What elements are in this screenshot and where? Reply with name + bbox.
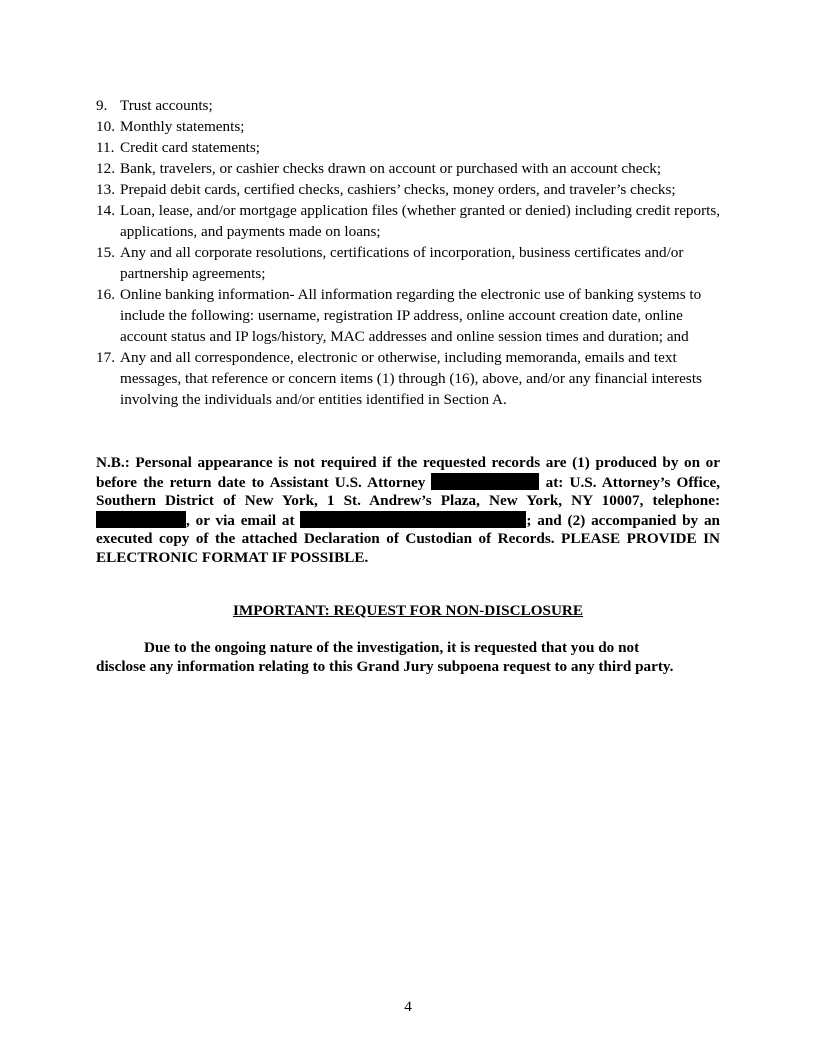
list-item-number: 16. <box>96 286 115 303</box>
list-item-text: Any and all correspondence, electronic or otherwise, including memoranda, emails and text messages, that reference or concern items (1) through (16), above, and/or any financial interests involving the individuals and/or entities identified in Section A. <box>120 349 702 408</box>
nb-paragraph <box>96 454 720 568</box>
list-item-number: 15. <box>96 244 115 261</box>
redaction-block <box>300 511 526 528</box>
list-item <box>96 137 726 158</box>
list-item-number: 17. <box>96 349 115 366</box>
list-item <box>96 116 726 137</box>
nb-text: N.B.: Personal appearance is not required if the requested records are (1) produced by on or before the return date to Assistant U.S. Attorney <box>96 454 720 491</box>
list-item-number: 10. <box>96 118 115 135</box>
list-item-text: Bank, travelers, or cashier checks drawn on account or purchased with an account check; <box>120 160 662 177</box>
list-item-number: 14. <box>96 202 115 219</box>
records-list <box>96 95 726 410</box>
list-item-number: 12. <box>96 160 115 177</box>
list-item-number: 11. <box>96 139 115 156</box>
redaction-block <box>431 473 539 490</box>
list-item-text: Credit card statements; <box>120 139 261 156</box>
list-item-text: Trust accounts; <box>120 97 213 114</box>
list-item <box>96 242 726 284</box>
list-item-number: 13. <box>96 181 115 198</box>
list-item-text: Loan, lease, and/or mortgage application files (whether granted or denied) including credit reports, applications, and payments made on loans; <box>120 202 721 240</box>
nondisclosure-line: Due to the ongoing nature of the investigation, it is requested that you do not <box>144 639 640 656</box>
nondisclosure-line: disclose any information relating to this Grand Jury subpoena request to any third party. <box>96 658 674 675</box>
list-item-text: Any and all corporate resolutions, certifications of incorporation, business certificates and/or partnership agreements; <box>120 244 684 282</box>
nb-text: , or via email at <box>186 511 301 529</box>
redaction-block <box>96 511 186 528</box>
list-item-text: Monthly statements; <box>120 118 245 135</box>
list-item-text: Online banking information- All information regarding the electronic use of banking systems to include the following: username, registration IP address, online account creation date, online account status and IP logs/history, MAC addresses and online session times and duration; and <box>120 286 702 345</box>
list-item <box>96 95 726 116</box>
section-heading: IMPORTANT: REQUEST FOR NON-DISCLOSURE <box>232 602 584 619</box>
nondisclosure-paragraph <box>96 638 720 676</box>
nb-text: at: U.S. Attorney’s Office, Southern District of New York, 1 St. Andrew’s Plaza, New York, NY 10007, telephone: <box>96 473 720 510</box>
list-item <box>96 158 726 179</box>
nb-text: ; and (2) accompanied by an executed copy of the attached Declaration of Custodian of Records. PLEASE PROVIDE IN ELECTRONIC FORMAT IF POSSIBLE. <box>96 511 720 566</box>
page-number: 4 <box>404 998 412 1015</box>
list-item-text: Prepaid debit cards, certified checks, cashiers’ checks, money orders, and traveler’s checks; <box>120 181 676 198</box>
list-item <box>96 179 726 200</box>
list-item <box>96 200 726 242</box>
list-item <box>96 347 726 410</box>
list-item-number: 9. <box>96 97 108 114</box>
list-item <box>96 284 726 347</box>
